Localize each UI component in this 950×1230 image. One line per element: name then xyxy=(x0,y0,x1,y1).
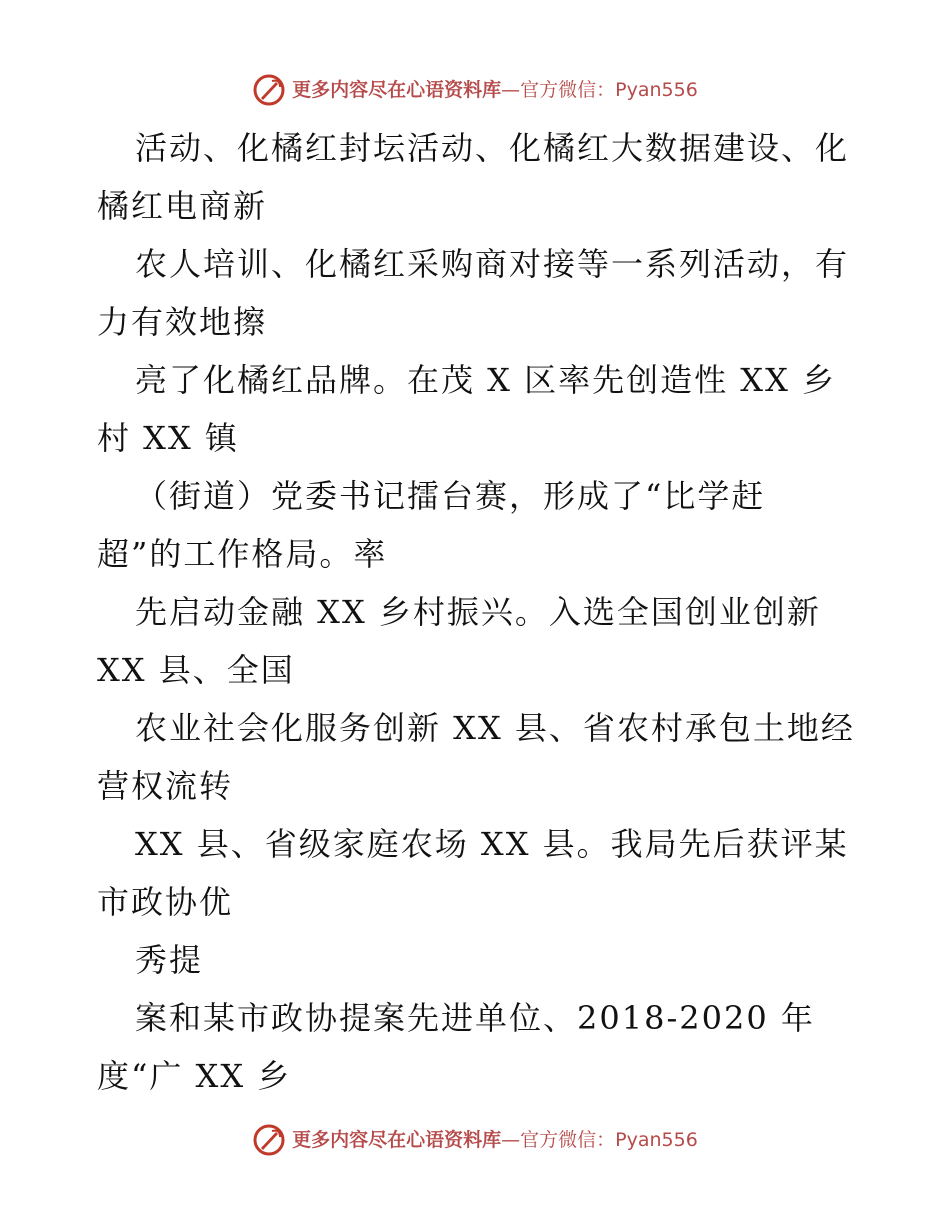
footer-banner-title: 更多内容尽在心语资料库 xyxy=(292,1128,502,1151)
footer-banner-separator: — xyxy=(501,1128,521,1151)
paragraph-line: XX 县、全国 xyxy=(97,651,295,689)
paragraph-line: 力有效地擦 xyxy=(97,303,268,341)
paragraph-line: 农业社会化服务创新 XX 县、省农村承包土地经 xyxy=(135,709,855,747)
quill-logo-icon xyxy=(252,1123,286,1157)
paragraph-line: 营权流转 xyxy=(97,767,234,805)
header-banner-title: 更多内容尽在心语资料库 xyxy=(292,78,502,101)
paragraph xyxy=(0,235,950,351)
document-body xyxy=(0,119,950,1105)
paragraph-line: 农人培训、化橘红采购商对接等一系列活动，有 xyxy=(135,245,850,283)
footer-banner xyxy=(0,1120,950,1160)
quill-logo-icon xyxy=(252,73,286,107)
footer-banner-text xyxy=(292,1128,698,1151)
paragraph xyxy=(0,351,950,467)
paragraph-line: 市政协优 xyxy=(97,883,234,921)
paragraph-line: 先启动金融 XX 乡村振兴。入选全国创业创新 xyxy=(135,593,821,631)
paragraph-line: XX 县、省级家庭农场 XX 县。我局先后获评某 xyxy=(135,825,849,863)
paragraph xyxy=(0,931,950,989)
header-banner-text xyxy=(292,78,698,101)
footer-banner-wechat: 官方微信：Pyan556 xyxy=(520,1128,698,1151)
paragraph-line: 亮了化橘红品牌。在茂 X 区率先创造性 XX 乡 xyxy=(135,361,837,399)
paragraph xyxy=(0,815,950,931)
header-banner-wechat: 官方微信：Pyan556 xyxy=(520,78,698,101)
paragraph-line: 活动、化橘红封坛活动、化橘红大数据建设、化 xyxy=(135,129,850,167)
paragraph xyxy=(0,699,950,815)
paragraph-line: 橘红电商新 xyxy=(97,187,268,225)
paragraph-line: 村 XX 镇 xyxy=(97,419,239,457)
footer-banner-inner xyxy=(252,1123,698,1157)
paragraph-line: （街道）党委书记擂台赛，形成了“比学赶 xyxy=(135,477,766,515)
paragraph xyxy=(0,467,950,583)
paragraph xyxy=(0,119,950,235)
header-banner xyxy=(0,70,950,110)
paragraph-line: 超”的工作格局。率 xyxy=(97,535,388,573)
paragraph-line: 案和某市政协提案先进单位、2018-2020 年 xyxy=(135,999,815,1037)
header-banner-inner xyxy=(252,73,698,107)
paragraph xyxy=(0,989,950,1105)
header-banner-separator: — xyxy=(501,78,521,101)
paragraph-line: 度“广 XX 乡 xyxy=(97,1057,292,1095)
paragraph-line: 秀提 xyxy=(135,941,204,979)
paragraph xyxy=(0,583,950,699)
